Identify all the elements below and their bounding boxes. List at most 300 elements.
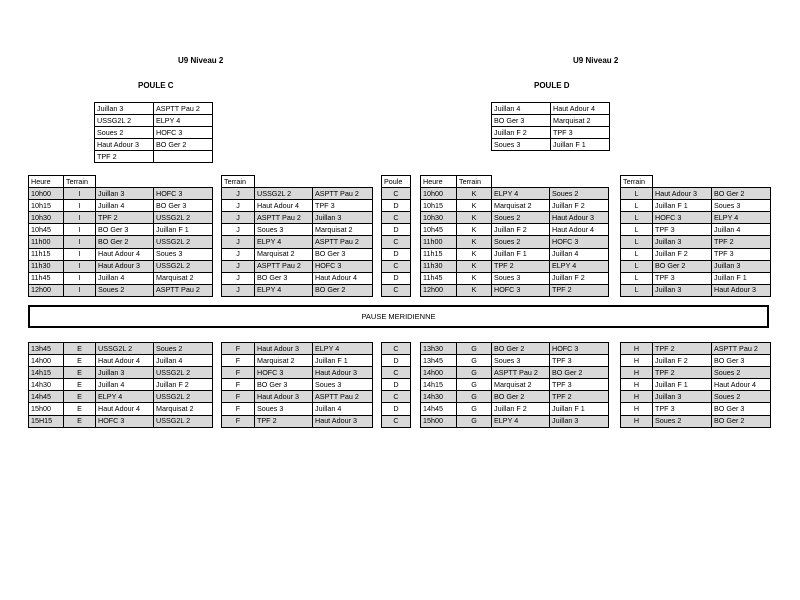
poule-cell: C	[382, 415, 411, 427]
team-a-cell: Haut Adour 3	[255, 391, 313, 403]
team-a-cell: TPF 2	[492, 260, 550, 272]
heure-header: Heure	[421, 176, 457, 188]
team-cell: USSG2L 2	[95, 115, 154, 127]
team-a-cell: Soues 2	[492, 236, 550, 248]
poule-d-table	[491, 102, 610, 151]
match-row	[222, 391, 373, 403]
time-cell: 10h15	[29, 200, 64, 212]
terrain-cell: F	[222, 391, 255, 403]
terrain-cell: I	[64, 248, 96, 260]
terrain-cell: I	[64, 284, 96, 296]
team-a-cell: Juillan F 1	[653, 379, 712, 391]
poule-row	[382, 284, 411, 296]
terrain-cell: H	[621, 391, 653, 403]
team-cell: BO Ger 2	[154, 139, 213, 151]
time-cell: 10h15	[421, 200, 457, 212]
poule-c-table	[94, 102, 213, 163]
time-cell: 12h00	[421, 284, 457, 296]
team-b-cell: BO Ger 2	[712, 415, 771, 427]
terrain-cell: K	[457, 248, 492, 260]
team-b-cell: Juillan F 2	[154, 379, 213, 391]
team-b-cell: Juillan 3	[712, 260, 771, 272]
terrain-cell: L	[621, 260, 653, 272]
poule-row	[95, 151, 213, 163]
poule-cell: D	[382, 403, 411, 415]
team-a-cell: Juillan F 1	[653, 200, 712, 212]
team-cell: Juillan F 1	[551, 139, 610, 151]
team-cell: Marquisat 2	[551, 115, 610, 127]
match-row	[29, 343, 213, 355]
team-b-cell: USSG2L 2	[154, 236, 213, 248]
terrain-cell: J	[222, 284, 255, 296]
team-cell	[154, 151, 213, 163]
time-cell: 11h15	[421, 248, 457, 260]
time-cell: 12h00	[29, 284, 64, 296]
team-a-cell: BO Ger 3	[255, 272, 313, 284]
team-b-cell: BO Ger 3	[313, 248, 373, 260]
time-cell: 10h00	[29, 188, 64, 200]
poule-row	[492, 139, 610, 151]
match-row	[421, 367, 609, 379]
time-cell: 11h45	[29, 272, 64, 284]
team-a-cell: TPF 3	[653, 224, 712, 236]
team-b-cell: Haut Adour 4	[712, 379, 771, 391]
match-row	[222, 367, 373, 379]
match-row	[222, 403, 373, 415]
poule-row	[382, 212, 411, 224]
poule-row	[382, 343, 411, 355]
team-b-cell: ASPTT Pau 2	[313, 391, 373, 403]
terrain-cell: L	[621, 236, 653, 248]
team-b-cell: Juillan 4	[712, 224, 771, 236]
team-a-cell: Haut Adour 4	[255, 200, 313, 212]
team-a-cell: Haut Adour 3	[653, 188, 712, 200]
team-b-cell: Juillan F 1	[154, 224, 213, 236]
terrain-cell: J	[222, 188, 255, 200]
terrain-cell: K	[457, 260, 492, 272]
terrain-cell: G	[457, 391, 492, 403]
time-cell: 15h00	[421, 415, 457, 427]
time-cell: 14h15	[421, 379, 457, 391]
poule-row	[95, 103, 213, 115]
team-b-cell: BO Ger 3	[154, 200, 213, 212]
team-b-cell: TPF 3	[550, 379, 609, 391]
team-a-cell: TPF 3	[653, 403, 712, 415]
match-row	[421, 236, 609, 248]
poule-row	[382, 236, 411, 248]
team-b-cell: USSG2L 2	[154, 260, 213, 272]
match-row	[222, 188, 373, 200]
team-b-cell: TPF 2	[550, 284, 609, 296]
terrain-cell: K	[457, 272, 492, 284]
team-b-cell: BO Ger 3	[712, 355, 771, 367]
empty-cell	[492, 176, 550, 188]
team-b-cell: HOFC 3	[313, 260, 373, 272]
morning-block-terrain-j	[221, 175, 373, 297]
terrain-cell: L	[621, 200, 653, 212]
terrain-cell: F	[222, 403, 255, 415]
terrain-cell: K	[457, 284, 492, 296]
team-a-cell: Haut Adour 4	[96, 355, 154, 367]
team-a-cell: Marquisat 2	[492, 200, 550, 212]
match-row	[29, 379, 213, 391]
team-b-cell: Haut Adour 3	[550, 212, 609, 224]
match-row	[621, 379, 771, 391]
team-b-cell: USSG2L 2	[154, 415, 213, 427]
time-cell: 11h30	[29, 260, 64, 272]
team-b-cell: TPF 2	[550, 391, 609, 403]
terrain-cell: K	[457, 224, 492, 236]
terrain-cell: I	[64, 236, 96, 248]
team-b-cell: Juillan F 1	[550, 403, 609, 415]
match-row	[421, 284, 609, 296]
empty-cell	[653, 176, 712, 188]
time-cell: 10h30	[29, 212, 64, 224]
header-row	[621, 176, 771, 188]
match-row	[421, 379, 609, 391]
team-a-cell: Juillan 3	[653, 284, 712, 296]
match-row	[222, 415, 373, 427]
header-row	[29, 176, 213, 188]
terrain-header: Terrain	[64, 176, 96, 188]
empty-cell	[96, 176, 154, 188]
match-row	[29, 260, 213, 272]
team-a-cell: Juillan F 2	[653, 355, 712, 367]
poule-row	[382, 355, 411, 367]
poule-row	[492, 127, 610, 139]
match-row	[421, 415, 609, 427]
team-b-cell: Soues 2	[712, 367, 771, 379]
terrain-cell: G	[457, 379, 492, 391]
match-row	[222, 224, 373, 236]
terrain-cell: H	[621, 379, 653, 391]
poule-row	[382, 224, 411, 236]
team-b-cell: Soues 2	[712, 391, 771, 403]
time-cell: 13h45	[421, 355, 457, 367]
match-row	[222, 200, 373, 212]
team-a-cell: ELPY 4	[492, 415, 550, 427]
match-row	[421, 403, 609, 415]
team-cell: BO Ger 3	[492, 115, 551, 127]
match-row	[222, 355, 373, 367]
terrain-header: Terrain	[621, 176, 653, 188]
team-a-cell: HOFC 3	[653, 212, 712, 224]
afternoon-block-terrain-f	[221, 342, 373, 428]
terrain-cell: E	[64, 355, 96, 367]
poule-d-title: POULE D	[534, 81, 570, 90]
team-cell: Haut Adour 3	[95, 139, 154, 151]
team-b-cell: Soues 2	[154, 343, 213, 355]
poule-cell: C	[382, 343, 411, 355]
team-a-cell: Soues 3	[255, 403, 313, 415]
poule-row	[492, 103, 610, 115]
match-row	[222, 236, 373, 248]
afternoon-poule-column	[381, 342, 411, 428]
team-a-cell: TPF 2	[653, 343, 712, 355]
poule-row	[382, 367, 411, 379]
team-a-cell: TPF 2	[96, 212, 154, 224]
terrain-cell: L	[621, 224, 653, 236]
terrain-cell: K	[457, 188, 492, 200]
team-a-cell: Juillan F 2	[492, 403, 550, 415]
time-cell: 14h00	[29, 355, 64, 367]
team-a-cell: Marquisat 2	[492, 379, 550, 391]
team-cell: Juillan F 2	[492, 127, 551, 139]
team-a-cell: HOFC 3	[492, 284, 550, 296]
team-b-cell: Marquisat 2	[313, 224, 373, 236]
team-cell: Juillan 4	[492, 103, 551, 115]
team-b-cell: Juillan 3	[313, 212, 373, 224]
time-cell: 15H15	[29, 415, 64, 427]
poule-row	[382, 200, 411, 212]
match-row	[421, 212, 609, 224]
terrain-cell: H	[621, 367, 653, 379]
terrain-cell: I	[64, 260, 96, 272]
empty-cell	[154, 176, 213, 188]
terrain-cell: H	[621, 355, 653, 367]
match-row	[222, 343, 373, 355]
poule-cell: C	[382, 260, 411, 272]
match-row	[621, 200, 771, 212]
match-row	[222, 260, 373, 272]
team-a-cell: Soues 2	[653, 415, 712, 427]
match-row	[621, 212, 771, 224]
team-cell: Juillan 3	[95, 103, 154, 115]
heure-header: Heure	[29, 176, 64, 188]
match-row	[421, 260, 609, 272]
team-a-cell: Juillan F 1	[492, 248, 550, 260]
team-b-cell: Juillan 4	[154, 355, 213, 367]
team-a-cell: Juillan F 2	[492, 224, 550, 236]
match-row	[29, 212, 213, 224]
match-row	[29, 355, 213, 367]
poule-cell: C	[382, 188, 411, 200]
match-row	[421, 188, 609, 200]
match-row	[621, 415, 771, 427]
poule-cell: C	[382, 391, 411, 403]
team-a-cell: ASPTT Pau 2	[492, 367, 550, 379]
match-row	[621, 272, 771, 284]
team-b-cell: Haut Adour 3	[313, 415, 373, 427]
match-row	[29, 415, 213, 427]
match-row	[29, 391, 213, 403]
header-row	[382, 176, 411, 188]
team-a-cell: ELPY 4	[255, 284, 313, 296]
team-a-cell: USSG2L 2	[96, 343, 154, 355]
team-b-cell: ELPY 4	[712, 212, 771, 224]
team-a-cell: HOFC 3	[96, 415, 154, 427]
terrain-cell: E	[64, 415, 96, 427]
terrain-cell: E	[64, 343, 96, 355]
time-cell: 14h45	[421, 403, 457, 415]
terrain-cell: J	[222, 236, 255, 248]
team-b-cell: ELPY 4	[313, 343, 373, 355]
match-row	[421, 224, 609, 236]
team-a-cell: Haut Adour 3	[96, 260, 154, 272]
team-b-cell: TPF 2	[712, 236, 771, 248]
team-a-cell: Soues 3	[492, 272, 550, 284]
terrain-cell: E	[64, 391, 96, 403]
team-b-cell: Marquisat 2	[154, 272, 213, 284]
time-cell: 11h30	[421, 260, 457, 272]
terrain-cell: H	[621, 415, 653, 427]
match-row	[29, 200, 213, 212]
poule-cell: C	[382, 367, 411, 379]
terrain-cell: F	[222, 415, 255, 427]
team-a-cell: USSG2L 2	[255, 188, 313, 200]
match-row	[421, 391, 609, 403]
time-cell: 14h30	[29, 379, 64, 391]
pause-meridienne-banner: PAUSE MERIDIENNE	[28, 305, 769, 328]
empty-cell	[255, 176, 313, 188]
terrain-cell: I	[64, 272, 96, 284]
time-cell: 11h45	[421, 272, 457, 284]
team-a-cell: Soues 3	[255, 224, 313, 236]
team-b-cell: TPF 3	[712, 248, 771, 260]
team-b-cell: HOFC 3	[154, 188, 213, 200]
terrain-cell: J	[222, 200, 255, 212]
terrain-cell: G	[457, 403, 492, 415]
team-b-cell: Juillan 3	[550, 415, 609, 427]
match-row	[222, 248, 373, 260]
time-cell: 10h45	[29, 224, 64, 236]
team-b-cell: Haut Adour 4	[550, 224, 609, 236]
terrain-cell: G	[457, 415, 492, 427]
terrain-cell: G	[457, 367, 492, 379]
team-b-cell: HOFC 3	[550, 236, 609, 248]
team-a-cell: TPF 2	[255, 415, 313, 427]
team-b-cell: Haut Adour 4	[313, 272, 373, 284]
terrain-cell: I	[64, 188, 96, 200]
poule-cell: D	[382, 379, 411, 391]
poule-row	[95, 115, 213, 127]
team-b-cell: Haut Adour 3	[712, 284, 771, 296]
terrain-cell: K	[457, 212, 492, 224]
team-b-cell: BO Ger 2	[313, 284, 373, 296]
team-b-cell: Juillan F 1	[712, 272, 771, 284]
team-b-cell: USSG2L 2	[154, 391, 213, 403]
terrain-cell: I	[64, 200, 96, 212]
match-row	[621, 260, 771, 272]
terrain-cell: E	[64, 367, 96, 379]
poule-row	[492, 115, 610, 127]
team-b-cell: Soues 3	[313, 379, 373, 391]
time-cell: 11h00	[29, 236, 64, 248]
team-a-cell: Marquisat 2	[255, 355, 313, 367]
terrain-cell: G	[457, 355, 492, 367]
time-cell: 13h45	[29, 343, 64, 355]
terrain-cell: K	[457, 236, 492, 248]
team-b-cell: BO Ger 2	[550, 367, 609, 379]
poule-row	[382, 379, 411, 391]
team-a-cell: Haut Adour 4	[96, 248, 154, 260]
team-b-cell: Juillan F 1	[313, 355, 373, 367]
terrain-cell: F	[222, 343, 255, 355]
team-a-cell: BO Ger 2	[492, 343, 550, 355]
match-row	[222, 212, 373, 224]
terrain-cell: L	[621, 284, 653, 296]
terrain-cell: J	[222, 212, 255, 224]
match-row	[421, 200, 609, 212]
team-a-cell: BO Ger 3	[255, 379, 313, 391]
morning-block-terrain-k	[420, 175, 609, 297]
afternoon-block-terrain-h	[620, 342, 771, 428]
team-b-cell: Soues 2	[550, 188, 609, 200]
match-row	[621, 343, 771, 355]
terrain-cell: L	[621, 188, 653, 200]
poule-row	[382, 260, 411, 272]
terrain-cell: L	[621, 248, 653, 260]
terrain-header: Terrain	[222, 176, 255, 188]
morning-poule-column	[381, 175, 411, 297]
terrain-cell: I	[64, 212, 96, 224]
poule-cell: D	[382, 355, 411, 367]
poule-row	[382, 391, 411, 403]
time-cell: 11h00	[421, 236, 457, 248]
match-row	[621, 284, 771, 296]
title-right: U9 Niveau 2	[573, 56, 619, 65]
match-row	[421, 355, 609, 367]
match-row	[29, 248, 213, 260]
time-cell: 10h30	[421, 212, 457, 224]
time-cell: 15h00	[29, 403, 64, 415]
team-a-cell: ELPY 4	[96, 391, 154, 403]
match-row	[621, 403, 771, 415]
team-a-cell: ASPTT Pau 2	[255, 212, 313, 224]
time-cell: 10h00	[421, 188, 457, 200]
team-cell: Soues 2	[95, 127, 154, 139]
team-b-cell: Soues 3	[154, 248, 213, 260]
terrain-cell: H	[621, 403, 653, 415]
team-b-cell: USSG2L 2	[154, 367, 213, 379]
team-a-cell: Juillan 3	[653, 236, 712, 248]
terrain-cell: J	[222, 248, 255, 260]
terrain-cell: G	[457, 343, 492, 355]
team-b-cell: BO Ger 2	[712, 188, 771, 200]
team-a-cell: ELPY 4	[255, 236, 313, 248]
poule-cell: D	[382, 200, 411, 212]
team-a-cell: Juillan 3	[96, 188, 154, 200]
match-row	[421, 272, 609, 284]
morning-block-terrain-i	[28, 175, 213, 297]
team-a-cell: BO Ger 2	[96, 236, 154, 248]
header-row	[421, 176, 609, 188]
team-b-cell: ASPTT Pau 2	[313, 188, 373, 200]
team-a-cell: BO Ger 2	[492, 391, 550, 403]
team-b-cell: ASPTT Pau 2	[712, 343, 771, 355]
terrain-cell: K	[457, 200, 492, 212]
poule-row	[382, 248, 411, 260]
team-b-cell: Marquisat 2	[154, 403, 213, 415]
match-row	[29, 403, 213, 415]
match-row	[29, 224, 213, 236]
team-b-cell: Juillan 4	[313, 403, 373, 415]
team-a-cell: ASPTT Pau 2	[255, 260, 313, 272]
time-cell: 14h00	[421, 367, 457, 379]
poule-cell: C	[382, 212, 411, 224]
team-a-cell: Marquisat 2	[255, 248, 313, 260]
match-row	[421, 343, 609, 355]
team-b-cell: BO Ger 3	[712, 403, 771, 415]
team-a-cell: Juillan 4	[96, 200, 154, 212]
time-cell: 11h15	[29, 248, 64, 260]
match-row	[29, 367, 213, 379]
header-row	[222, 176, 373, 188]
morning-block-terrain-l	[620, 175, 771, 297]
match-row	[29, 188, 213, 200]
poule-cell: D	[382, 224, 411, 236]
team-a-cell: Juillan 3	[653, 391, 712, 403]
